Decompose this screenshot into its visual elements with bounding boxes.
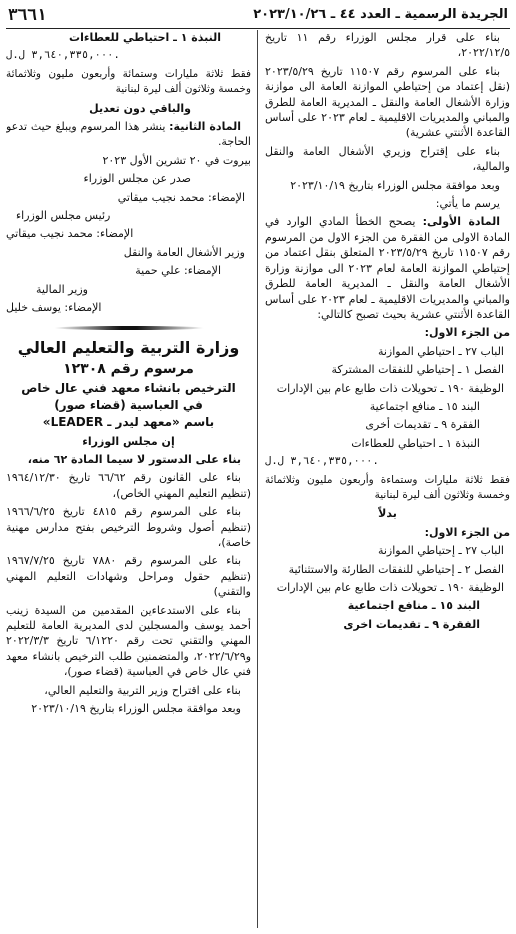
chapter-27: الباب ٢٧ ـ احتياطي الموازنة xyxy=(377,344,504,358)
article-2-text: ينشر هذا المرسوم ويبلغ حيث تدعو الحاجة. xyxy=(6,120,251,149)
decree-preamble: يرسم ما يأتي: xyxy=(435,197,500,211)
issued-by: صدر عن مجلس الوزراء xyxy=(83,172,191,186)
amount-value: ٣,٦٤٠,٣٣٥,٠٠٠ ل.ل. xyxy=(265,455,379,468)
basis-decree-11507: بناء على المرسوم رقم ١١٥٠٧ تاريخ ٢٠٢٣/٥/٢٩ (نقل إعتماد من إحتياطي الموازنة العامة الى موازنة وزارة الأشغال العامة والنقل ـ المديرية العامة للطرق والمباني والمديريات الاقليمية ـ لعام ٢٠٢٣ على أساس القاعدة الأثنتي عشرية) xyxy=(265,64,510,140)
basis-cabinet-approval-2: وبعد موافقة مجلس الوزراء بتاريخ ٢٠٢٣/١٠/١٩ xyxy=(31,702,241,715)
council-heading: إن مجلس الوزراء xyxy=(82,434,175,448)
decree-number: مرسوم رقم ١٢٣٠٨ xyxy=(63,360,194,377)
amount-in-words: فقط ثلاثة مليارات وستماءة وأربعون مليون وثلاثمائة وخمسة وثلاثون ألف ليرة لبنانية xyxy=(265,473,510,501)
basis-proposal: بناء على إقتراح وزيري الأشغال العامة والنقل والمالية، xyxy=(265,144,510,174)
article-2-label: المادة الثانية: xyxy=(169,120,241,134)
pm-title: رئيس مجلس الوزراء xyxy=(16,209,111,223)
paragraph-9: الفقرة ٩ ـ تقديمات أخرى xyxy=(365,418,480,432)
basis-cabinet-approval: وبعد موافقة مجلس الوزراء بتاريخ ٢٠٢٣/١٠/١٩ xyxy=(290,178,500,192)
amount-row xyxy=(265,454,510,469)
article-1 xyxy=(265,214,510,322)
signature-2: الإمضاء: محمد نجيب ميقاتي xyxy=(6,227,134,241)
signature-4: الإمضاء: يوسف خليل xyxy=(6,301,102,315)
chapter-27-b: الباب ٢٧ ـ إحتياطي الموازنة xyxy=(377,544,504,558)
amount-in-words-continued: فقط ثلاثة مليارات وستمائة وأربعون مليون وثلاثمائة وخمسة وثلاثون ألف ليرة لبنانية xyxy=(6,67,251,96)
item-15-b: البند ١٥ ـ منافع اجتماعية xyxy=(347,599,480,613)
section-2-b: الفصل ٢ ـ إحتياطي للنفقات الطارئة والاستثنائية xyxy=(288,562,504,576)
basis-constitution: بناء على الدستور لا سيما المادة ٦٢ منه، xyxy=(27,452,241,466)
function-190-b: الوظيفة ١٩٠ ـ تحويلات ذات طابع عام بين الإدارات xyxy=(276,581,504,594)
from-part-1-b: من الجزء الاول: xyxy=(424,525,510,539)
amount-value-continued: ٣,٦٤٠,٣٣٥,٠٠٠ ل.ل. xyxy=(6,49,120,62)
minister-finance: وزير المالية xyxy=(36,282,88,296)
paragraph-9-b: الفقرة ٩ ـ تقديمات اخرى xyxy=(343,617,480,631)
section-divider xyxy=(54,326,204,330)
article-1-label: المادة الأولى: xyxy=(422,215,500,229)
basis-applications: بناء على الاستدعاءين المقدمين من السيدة زينب أحمد يوسف والمسجلين لدى المديرية العامة للتعليم المهني والتقني تحت رقم ٦/١٢٢٠ تاريخ ٢٠٢٢/٣/٣ و٢٠٢٢/٦/٢٩، والمتضمنين طلب الترخيص بانشاء معهد فني عال خاص في العباسية (قضاء صور)، xyxy=(6,603,251,679)
page-header xyxy=(6,2,510,29)
article-2 xyxy=(6,119,251,150)
minister-works: وزير الأشغال العامة والنقل xyxy=(123,245,245,259)
basis-minister-proposal: بناء على اقتراح وزير التربية والتعليم العالي، xyxy=(44,683,241,697)
item-15: البند ١٥ ـ منافع اجتماعية xyxy=(369,399,480,413)
right-column xyxy=(265,30,510,930)
ministry-heading: وزارة التربية والتعليم العالي xyxy=(17,337,240,357)
amount-row-continued xyxy=(6,48,251,63)
column-divider xyxy=(257,30,258,928)
instead-label: بدلاً xyxy=(378,507,397,521)
page-number: ٣٦٦١ xyxy=(8,5,47,24)
signature-1: الإمضاء: محمد نجيب ميقاتي xyxy=(117,190,245,204)
basis-decree-7880: بناء على المرسوم رقم ٧٨٨٠ تاريخ ١٩٦٧/٧/٢٥ (تنظيم حقول ومراحل وشهادات التعليم المهني والتقني) xyxy=(6,554,251,599)
from-part-1: من الجزء الاول: xyxy=(424,326,510,340)
decree-subject-line-1: الترخيص بانشاء معهد فني عال خاص xyxy=(21,380,236,395)
nabdha-1: النبذة ١ ـ احتياطي للعطاءات xyxy=(351,436,480,450)
section-1: الفصل ١ ـ إحتياطي للنفقات المشتركة xyxy=(331,363,504,377)
article-1-text: يصحح الخطأ المادي الوارد في المادة الاولى من الفقرة من الجزء الاول من المرسوم رقم ١١٥٠٧ تاريخ ٢٠٢٣/٥/٢٩ المتعلق بنقل اعتماد من إحتياطي الموازنة العامة لعام ٢٠٢٣ الى موازنة وزارة الأشغال العامة والنقل ـ المديرية العامة للطرق والمباني والمديريات الاقليمية ـ لعام ٢٠٢٣ على أساس القاعدة الأثنتي عشرية بحيث تصبح كالتالي: xyxy=(265,215,510,321)
gazette-title: الجريدة الرسمية ـ العدد ٤٤ ـ ٢٠٢٣/١٠/٢٦ xyxy=(253,7,508,22)
basis-law-62-66: بناء على القانون رقم ٦٦/٦٢ تاريخ ١٩٦٤/١٢/٣٠ (تنظيم التعليم المهني الخاص)، xyxy=(6,471,251,500)
basis-cabinet-decision: بناء على قرار مجلس الوزراء رقم ١١ تاريخ ٢٠٢٢/١٢/٥، xyxy=(265,31,510,60)
decree-subject-line-2: في العباسية (قضاء صور) xyxy=(54,397,203,412)
basis-decree-4815: بناء على المرسوم رقم ٤٨١٥ تاريخ ١٩٦٦/٦/٢٥ (تنظيم أصول وشروط الترخيص بفتح مدارس مهنية خاصة)، xyxy=(6,505,251,549)
left-column xyxy=(6,30,251,930)
function-190: الوظيفة ١٩٠ ـ تحويلات ذات طابع عام بين الإدارات xyxy=(276,381,504,395)
signature-3: الإمضاء: علي حمية xyxy=(135,264,221,278)
rest-unchanged: والباقي دون تعديل xyxy=(89,101,191,115)
decree-subject-line-3: باسم «معهد ليدر ـ LEADER» xyxy=(42,414,215,429)
nabdha-1-continued: النبذة ١ ـ احتياطي للعطاءات xyxy=(69,31,221,44)
place-date: بيروت في ٢٠ تشرين الأول ٢٠٢٣ xyxy=(102,153,251,167)
